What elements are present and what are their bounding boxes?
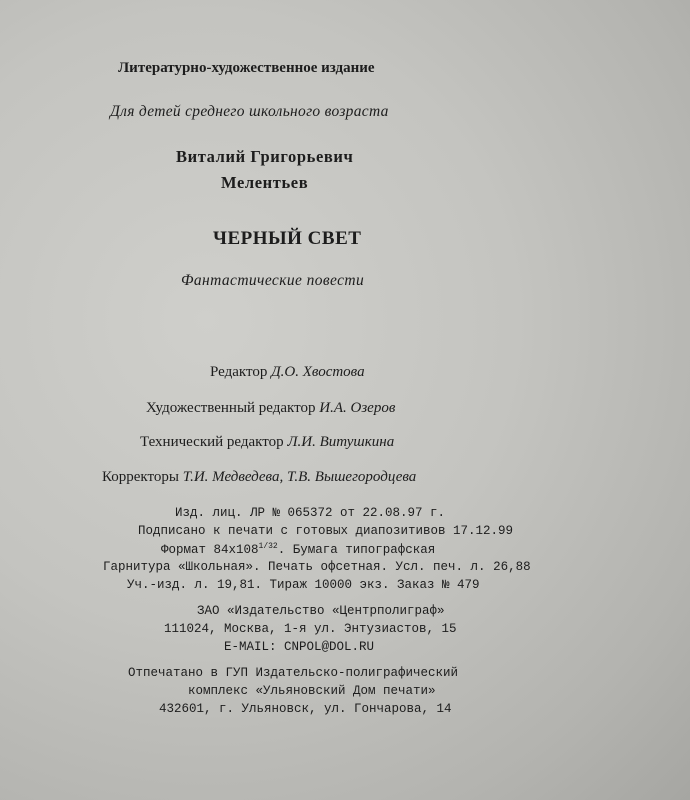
author-first-names: Виталий Григорьевич: [176, 147, 354, 166]
audience-line: Для детей среднего школьного возраста: [110, 103, 389, 120]
imprint-print-run: Уч.-изд. л. 19,81. Тираж 10000 экз. Заказ № 479: [127, 578, 480, 592]
credit-name: Д.О. Хвостова: [271, 364, 365, 380]
credit-art-editor: [146, 400, 395, 417]
book-subtitle: Фантастические повести: [181, 272, 365, 289]
format-fraction: 1/32: [258, 542, 278, 551]
credit-name: И.А. Озеров: [319, 400, 396, 416]
imprint-signed: Подписано к печати с готовых диапозитивов 17.12.99: [138, 524, 514, 538]
format-prefix: Формат 84x108: [161, 543, 259, 558]
credit-editor: [210, 364, 365, 381]
credit-role: Редактор: [210, 364, 268, 380]
imprint-typeface: Гарнитура «Школьная». Печать офсетная. Усл. печ. л. 26,88: [103, 560, 531, 574]
author-surname: Мелентьев: [221, 173, 309, 192]
imprint-license: Изд. лиц. ЛР № 065372 от 22.08.97 г.: [175, 506, 446, 520]
credit-name: Л.И. Витушкина: [287, 434, 395, 450]
credit-name: Т.И. Медведева, Т.В. Вышегородцева: [182, 469, 417, 485]
credit-role: Художественный редактор: [146, 400, 316, 416]
publisher-name: ЗАО «Издательство «Центрполиграф»: [197, 604, 445, 618]
publisher-email: E-MAIL: CNPOL@DOL.RU: [224, 640, 375, 654]
format-suffix: . Бумага типографская: [277, 543, 436, 558]
book-title: ЧЕРНЫЙ СВЕТ: [213, 228, 362, 249]
genre-line: Литературно-художественное издание: [118, 60, 375, 76]
credit-tech-editor: [140, 434, 394, 451]
imprint-format: [161, 542, 435, 557]
publisher-address: 111024, Москва, 1-я ул. Энтузиастов, 15: [164, 622, 457, 636]
printer-line-2: комплекс «Ульяновский Дом печати»: [188, 684, 436, 698]
printer-line-1: Отпечатано в ГУП Издательско-полиграфический: [128, 666, 459, 680]
printer-line-3: 432601, г. Ульяновск, ул. Гончарова, 14: [159, 702, 452, 716]
credit-proofreaders: [102, 469, 416, 486]
credit-role: Корректоры: [102, 469, 179, 485]
credit-role: Технический редактор: [140, 434, 284, 450]
